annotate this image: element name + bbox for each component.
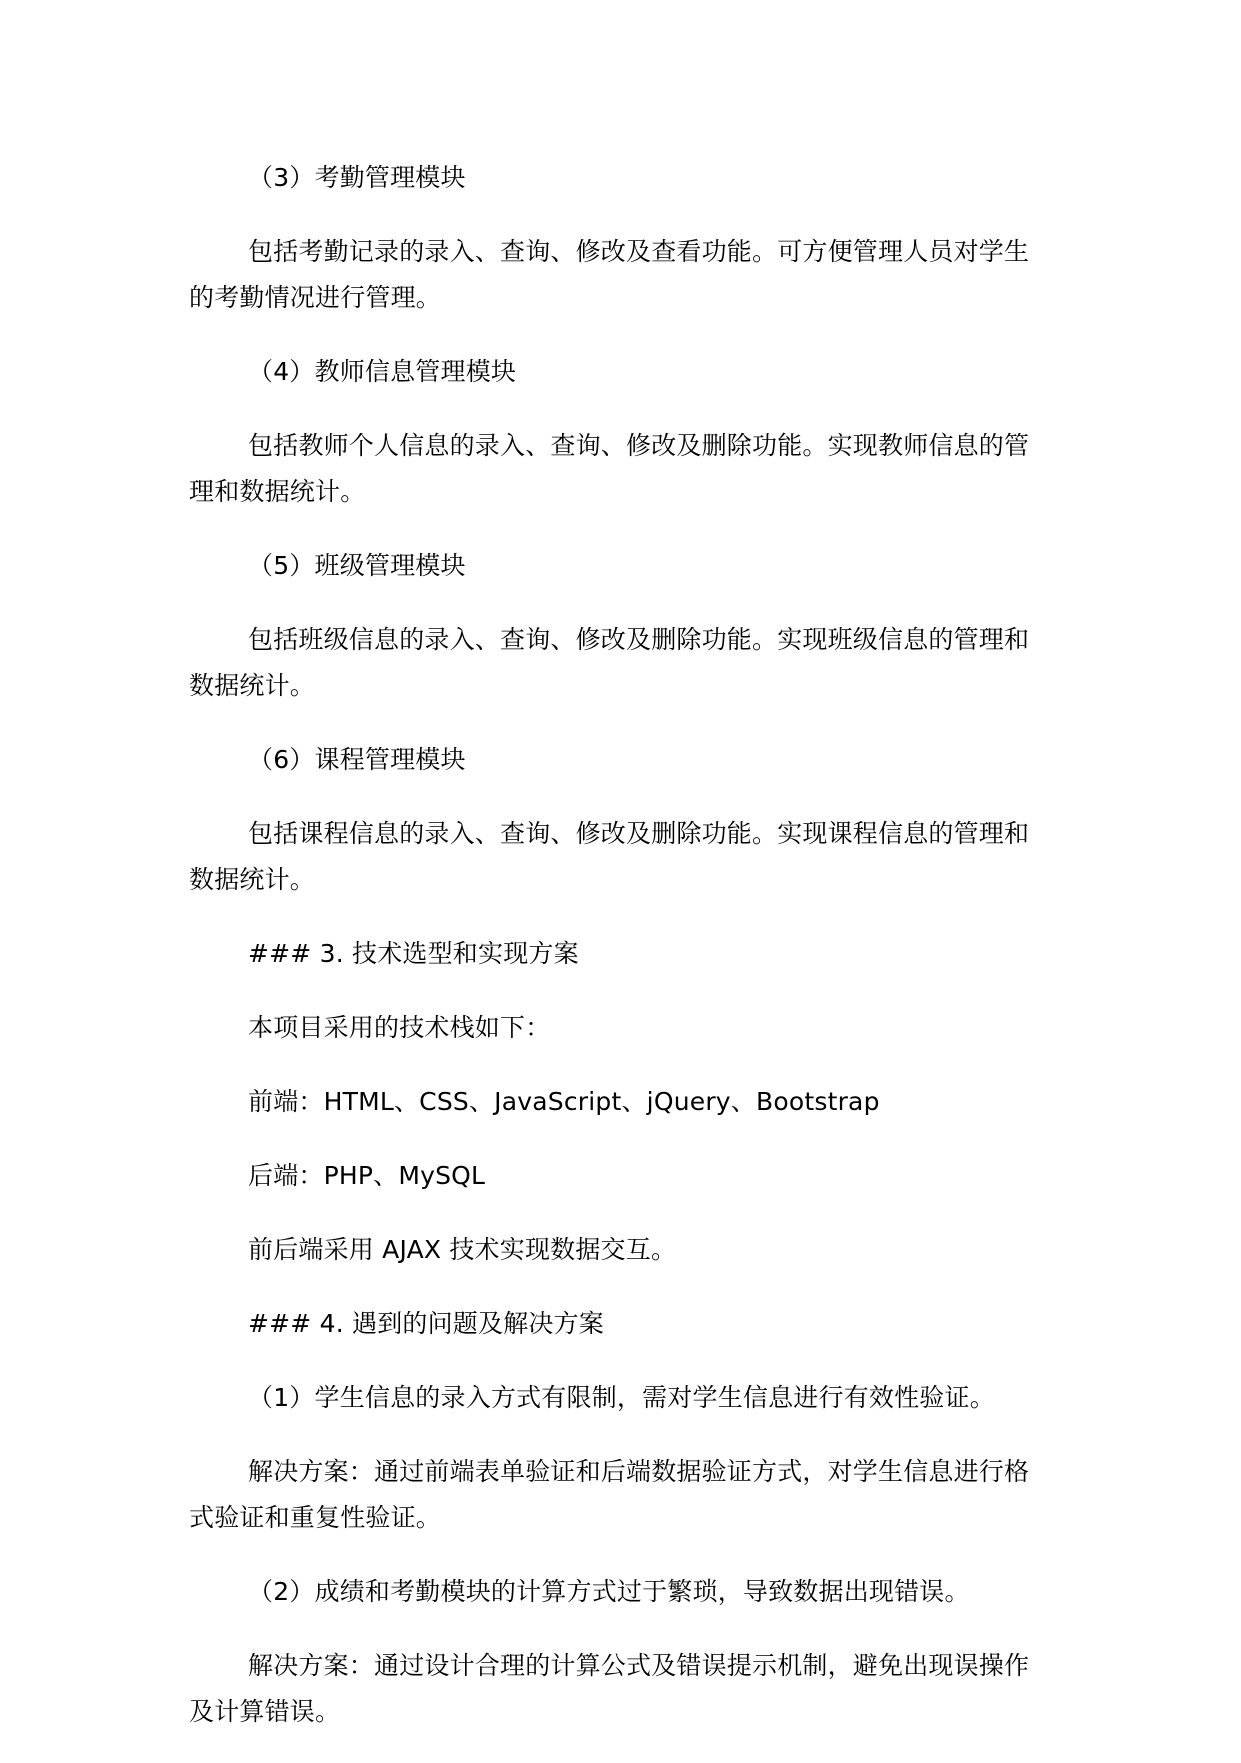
paragraph-ajax: 前后端采用 AJAX 技术实现数据交互。 — [248, 1235, 677, 1264]
section-heading-course: （6）课程管理模块 — [248, 745, 466, 774]
paragraph-problem-2: （2）成绩和考勤模块的计算方式过于繁琐，导致数据出现错误。 — [248, 1577, 970, 1606]
paragraph-course-desc: 包括课程信息的录入、查询、修改及删除功能。实现课程信息的管理和数据统计。 — [189, 819, 1030, 894]
paragraph-solution-1: 解决方案：通过前端表单验证和后端数据验证方式，对学生信息进行格式验证和重复性验证。 — [189, 1457, 1030, 1532]
section-heading-problems: ### 4. 遇到的问题及解决方案 — [248, 1309, 604, 1338]
section-heading-tech: ### 3. 技术选型和实现方案 — [248, 939, 579, 968]
paragraph-tech-intro: 本项目采用的技术栈如下： — [248, 1013, 551, 1042]
section-heading-teacher: （4）教师信息管理模块 — [248, 357, 517, 386]
paragraph-solution-2: 解决方案：通过设计合理的计算公式及错误提示机制，避免出现误操作及计算错误。 — [189, 1651, 1030, 1726]
paragraph-class-desc: 包括班级信息的录入、查询、修改及删除功能。实现班级信息的管理和数据统计。 — [189, 625, 1030, 700]
paragraph-teacher-desc: 包括教师个人信息的录入、查询、修改及删除功能。实现教师信息的管理和数据统计。 — [189, 431, 1030, 506]
paragraph-problem-1: （1）学生信息的录入方式有限制，需对学生信息进行有效性验证。 — [248, 1383, 995, 1412]
paragraph-attendance-desc: 包括考勤记录的录入、查询、修改及查看功能。可方便管理人员对学生的考勤情况进行管理。 — [189, 237, 1030, 312]
paragraph-frontend: 前端：HTML、CSS、JavaScript、jQuery、Bootstrap — [248, 1087, 880, 1116]
document-body — [189, 155, 1039, 1763]
section-heading-attendance: （3）考勤管理模块 — [248, 163, 466, 192]
paragraph-backend: 后端：PHP、MySQL — [248, 1161, 486, 1190]
section-heading-class: （5）班级管理模块 — [248, 551, 466, 580]
